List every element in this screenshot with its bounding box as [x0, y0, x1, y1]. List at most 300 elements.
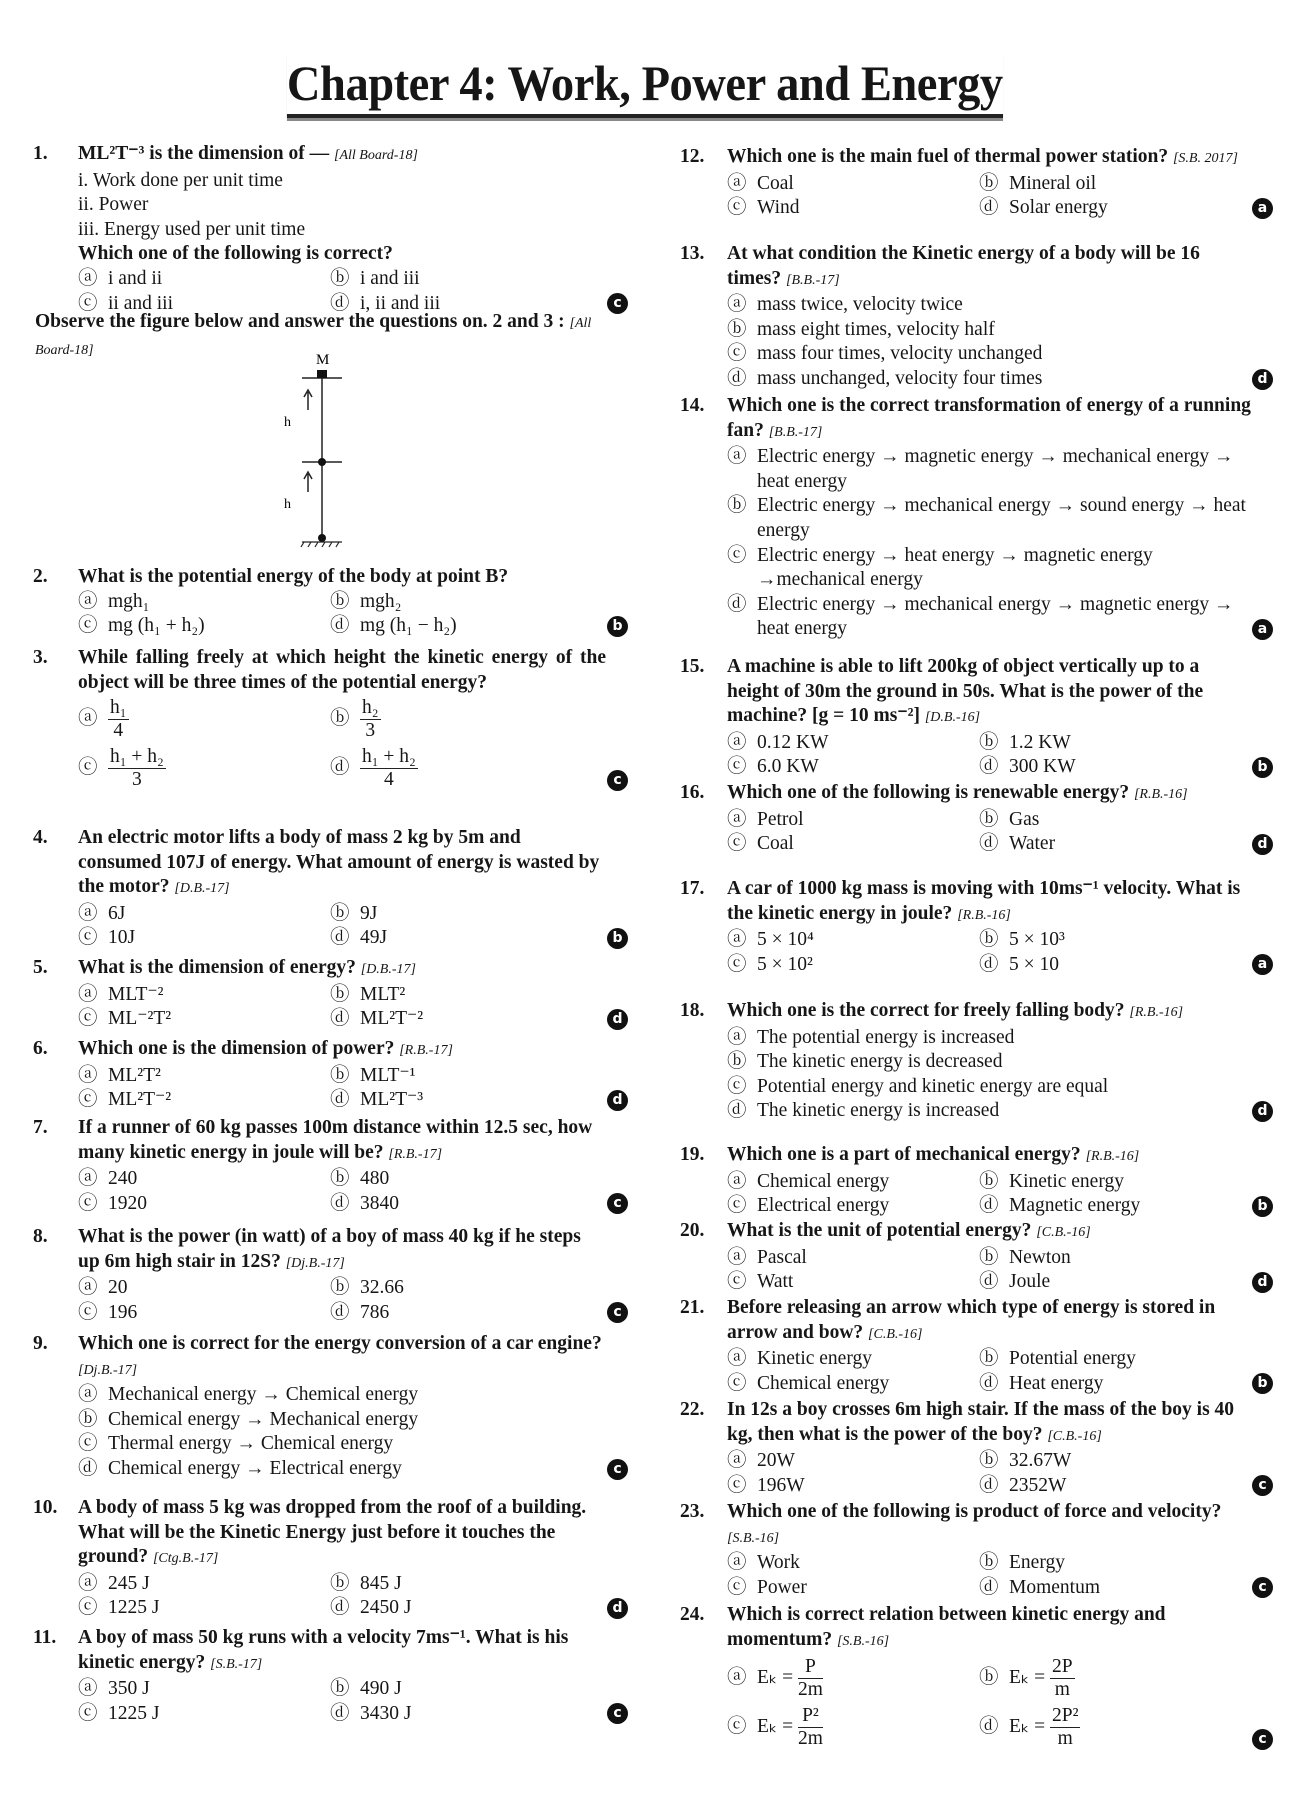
option-letter-icon: ⓒ: [78, 1192, 98, 1214]
question-number: 13.: [680, 243, 705, 264]
answer-badge: c: [1252, 1475, 1273, 1496]
question-number: 3.: [33, 647, 48, 668]
option-text: 240: [108, 1168, 138, 1190]
source-tag: [S.B.-16]: [727, 1530, 780, 1546]
question-number: 20.: [680, 1220, 705, 1241]
option-text: Electrical energy: [757, 1195, 890, 1217]
question-body: [727, 877, 1255, 977]
question-text: [727, 781, 1255, 808]
option-text: Gas: [1009, 808, 1040, 830]
option-b[interactable]: [330, 590, 606, 615]
option-a[interactable]: [727, 928, 979, 953]
option-a[interactable]: [78, 1383, 606, 1408]
answer-badge: a: [1252, 619, 1273, 640]
question-body: [727, 145, 1255, 221]
option-a[interactable]: [78, 590, 330, 615]
option-d[interactable]: [979, 755, 1255, 780]
numerator: P: [798, 1656, 823, 1679]
option-text: MLT²: [360, 983, 406, 1005]
option-letter-icon: ⓓ: [330, 1089, 350, 1111]
option-c[interactable]: [727, 1270, 979, 1295]
question-text: [78, 565, 606, 590]
option-letter-icon: ⓒ: [78, 1089, 98, 1111]
option-b[interactable]: [78, 1408, 606, 1433]
option-b[interactable]: [330, 1167, 606, 1192]
chapter-title: Chapter 4: Work, Power and Energy: [287, 54, 1003, 118]
option-text: 2352W: [1009, 1474, 1067, 1496]
question-text: [727, 999, 1255, 1026]
option-text: mgh₁: [108, 590, 150, 612]
source-tag: [R.B.-16]: [1085, 1149, 1140, 1164]
option-text: i, ii and iii: [360, 292, 441, 314]
source-tag: [S.B.-16]: [836, 1633, 890, 1649]
question-text: [727, 877, 1255, 928]
page-title: [0, 54, 1289, 118]
option-a[interactable]: [727, 293, 1255, 318]
option-letter-icon: ⓓ: [979, 833, 999, 855]
options: [78, 590, 606, 639]
options: [727, 172, 1255, 221]
question-number: 16.: [680, 782, 705, 803]
option-d[interactable]: [330, 744, 606, 793]
question-stem: ML²T⁻³ is the dimension of —: [78, 143, 330, 164]
question-stem: What is the potential energy of the body at point B?: [78, 566, 509, 587]
option-b[interactable]: [727, 494, 1255, 543]
option-text: 10J: [108, 927, 136, 949]
observe-note-text: Observe the figure below and answer the questions on. 2 and 3 :: [35, 311, 565, 332]
option-c[interactable]: [78, 1088, 330, 1113]
option-c[interactable]: [78, 1192, 330, 1217]
option-a[interactable]: [727, 1170, 979, 1195]
question-number: 10.: [33, 1497, 58, 1518]
question-stem: A machine is able to lift 200kg of object vertically up to a height of 30m the ground in 50s. What is the power of the machine? [g = 10 ms⁻²]: [727, 656, 1204, 727]
option-b[interactable]: [979, 928, 1255, 953]
question-prompt: Which one of the following is correct?: [78, 243, 393, 265]
option-c[interactable]: [727, 1576, 979, 1601]
question-number: 4.: [33, 827, 48, 848]
option-d[interactable]: [330, 926, 606, 951]
question-body: [78, 1496, 606, 1621]
option-letter-icon: ⓐ: [727, 731, 747, 753]
option-d[interactable]: [330, 1088, 606, 1113]
question-number: 21.: [680, 1297, 705, 1318]
question-stem: Which one is correct for the energy conversion of a car engine?: [78, 1333, 602, 1354]
option-a[interactable]: [727, 1026, 1255, 1051]
question-body: [78, 646, 606, 793]
option-d[interactable]: [979, 1576, 1255, 1601]
option-b[interactable]: [330, 1276, 606, 1301]
question-stem: A boy of mass 50 kg runs with a velocity 7ms⁻¹. What is his kinetic energy?: [78, 1627, 569, 1673]
option-d[interactable]: [330, 292, 606, 317]
option-text: ML⁻²T²: [108, 1008, 172, 1030]
question-body: [78, 1116, 606, 1216]
option-letter-icon: ⓑ: [330, 1572, 350, 1594]
option-c[interactable]: [78, 1702, 330, 1727]
option-letter-icon: ⓑ: [979, 1246, 999, 1268]
option-letter-icon: ⓐ: [78, 983, 98, 1005]
option-letter-icon: ⓐ: [727, 1026, 747, 1048]
option-letter-icon: ⓒ: [78, 1008, 98, 1030]
option-a[interactable]: [727, 1246, 979, 1271]
option-b[interactable]: [330, 983, 606, 1008]
question-text: [78, 956, 606, 983]
question-body: [727, 1603, 1255, 1752]
option-letter-icon: ⓐ: [727, 1667, 747, 1689]
option-text: 49J: [360, 927, 388, 949]
option-text: 245 J: [108, 1572, 150, 1594]
option-b[interactable]: [979, 1654, 1255, 1703]
option-a[interactable]: [78, 695, 330, 744]
option-b[interactable]: [979, 172, 1255, 197]
answer-badge: d: [607, 1598, 628, 1619]
option-letter-icon: ⓐ: [78, 1572, 98, 1594]
options: [78, 1276, 606, 1325]
question-body: [727, 999, 1255, 1124]
option-text: ML²T²: [108, 1064, 161, 1086]
question-body: [727, 655, 1255, 780]
option-letter-icon: ⓓ: [727, 367, 747, 389]
option-letter-icon: ⓐ: [78, 267, 98, 289]
answer-badge: c: [607, 1302, 628, 1323]
option-text: mass unchanged, velocity four times: [757, 367, 1043, 389]
option-letter-icon: ⓓ: [330, 292, 350, 314]
ground-point: [318, 534, 326, 542]
option-b[interactable]: [330, 695, 606, 744]
option-c[interactable]: [78, 614, 330, 639]
option-c[interactable]: [78, 926, 330, 951]
option-d[interactable]: [330, 1596, 606, 1621]
options: [78, 1383, 606, 1481]
options: [78, 695, 606, 793]
option-a[interactable]: [727, 445, 1255, 494]
question-body: [727, 1219, 1255, 1295]
question-stem: What is the unit of potential energy?: [727, 1220, 1032, 1241]
option-d[interactable]: [78, 1457, 606, 1482]
answer-badge: c: [1252, 1729, 1273, 1750]
option-a[interactable]: [78, 267, 330, 292]
option-text: 3430 J: [360, 1702, 412, 1724]
option-d[interactable]: [727, 593, 1255, 642]
option-letter-icon: ⓑ: [330, 1168, 350, 1190]
option-letter-icon: ⓒ: [727, 953, 747, 975]
option-letter-icon: ⓑ: [979, 172, 999, 194]
option-b[interactable]: [979, 1347, 1255, 1372]
option-b[interactable]: [727, 1050, 1255, 1075]
options: [78, 983, 606, 1032]
option-text: mg (h₁ − h₂): [360, 615, 457, 637]
falling-body-figure: [280, 352, 370, 552]
source-tag: [D.B.-17]: [360, 962, 416, 977]
option-a[interactable]: [78, 1064, 330, 1089]
option-a[interactable]: [727, 808, 979, 833]
answer-badge: c: [1252, 1577, 1273, 1598]
option-c[interactable]: [727, 1474, 979, 1499]
option-d[interactable]: [979, 1270, 1255, 1295]
numerator: h₁: [110, 697, 127, 719]
option-c[interactable]: [78, 292, 330, 317]
option-b[interactable]: [330, 267, 606, 292]
ground-hatch: [301, 542, 342, 547]
option-b[interactable]: [979, 1170, 1255, 1195]
answer-badge: b: [1252, 1196, 1273, 1217]
option-letter-icon: ⓒ: [727, 1474, 747, 1496]
question-number: 15.: [680, 656, 705, 677]
option-b[interactable]: [979, 808, 1255, 833]
option-text: Electric energy → mechanical energy → magnetic energy → heat energy: [757, 593, 1234, 640]
option-c[interactable]: [727, 342, 1255, 367]
option-c[interactable]: [727, 1703, 979, 1752]
answer-badge: c: [607, 1703, 628, 1724]
denominator: 2m: [797, 1679, 823, 1701]
option-d[interactable]: [330, 1007, 606, 1032]
option-b[interactable]: [330, 1572, 606, 1597]
option-letter-icon: ⓐ: [78, 1384, 98, 1406]
question-body: [78, 1225, 606, 1325]
option-b[interactable]: [330, 1677, 606, 1702]
option-c[interactable]: [727, 1075, 1255, 1100]
option-c[interactable]: [727, 832, 979, 857]
option-c[interactable]: [78, 1596, 330, 1621]
options: [727, 928, 1255, 977]
option-letter-icon: ⓐ: [727, 446, 747, 468]
option-c[interactable]: [727, 1372, 979, 1397]
arrow-up-icon: [304, 390, 312, 410]
option-letter-icon: ⓑ: [727, 318, 747, 340]
source-tag: [D.B.-16]: [924, 710, 981, 726]
option-text: 1225 J: [108, 1702, 160, 1724]
question-stem: Which one is the correct for freely falling body?: [727, 1000, 1125, 1021]
option-d[interactable]: [727, 1099, 1255, 1124]
fraction: [108, 746, 166, 791]
answer-badge: d: [607, 1090, 628, 1111]
numerator: h₁ + h₂: [110, 746, 164, 768]
option-d[interactable]: [979, 1474, 1255, 1499]
option-letter-icon: ⓐ: [727, 929, 747, 951]
numerator: 2P²: [1051, 1705, 1079, 1727]
options: [727, 731, 1255, 780]
option-d[interactable]: [979, 1194, 1255, 1219]
option-letter-icon: ⓒ: [727, 756, 747, 778]
option-letter-icon: ⓒ: [78, 1597, 98, 1619]
option-d[interactable]: [979, 1703, 1255, 1752]
option-text: 845 J: [360, 1572, 402, 1594]
options: [727, 1246, 1255, 1295]
question-text: [78, 1626, 606, 1677]
option-d[interactable]: [979, 1372, 1255, 1397]
question-number: 7.: [33, 1117, 48, 1138]
option-c[interactable]: [727, 544, 1255, 593]
question-stem: What is the power (in watt) of a boy of mass 40 kg if he steps up 6m high stair in 12S?: [78, 1226, 581, 1272]
option-d[interactable]: [727, 367, 1255, 392]
question-text: [78, 1037, 606, 1064]
question-text: [78, 1496, 606, 1572]
option-b[interactable]: [979, 1551, 1255, 1576]
option-a[interactable]: [727, 1449, 979, 1474]
option-text: 3840: [360, 1192, 399, 1214]
source-tag: [All Board-18]: [35, 316, 592, 358]
option-letter-icon: ⓓ: [979, 197, 999, 219]
source-tag: [S.B.-17]: [210, 1656, 263, 1672]
option-c[interactable]: [727, 755, 979, 780]
option-a[interactable]: [727, 172, 979, 197]
option-letter-icon: ⓓ: [330, 615, 350, 637]
option-b[interactable]: [727, 318, 1255, 343]
option-text: 196: [108, 1301, 138, 1323]
option-text: Thermal energy → Chemical energy: [108, 1433, 394, 1455]
option-text: Chemical energy → Mechanical energy: [108, 1408, 419, 1430]
option-b[interactable]: [330, 1064, 606, 1089]
source-tag: [D.B.-17]: [174, 881, 230, 897]
option-a[interactable]: [727, 731, 979, 756]
option-text: 5 × 10²: [757, 953, 813, 975]
option-letter-icon: ⓓ: [979, 756, 999, 778]
fraction: [360, 746, 418, 791]
option-letter-icon: ⓐ: [78, 1064, 98, 1086]
option-d[interactable]: [330, 1301, 606, 1326]
answer-badge: d: [1252, 1101, 1273, 1122]
option-text: Electric energy → mechanical energy → sound energy → heat energy: [757, 495, 1246, 541]
options: [727, 1449, 1255, 1498]
option-letter-icon: ⓐ: [78, 902, 98, 924]
option-text: Coal: [757, 833, 794, 855]
option-text: Water: [1009, 833, 1056, 855]
option-b[interactable]: [330, 902, 606, 927]
option-c[interactable]: [727, 1194, 979, 1219]
option-letter-icon: ⓒ: [78, 615, 98, 637]
option-text: Work: [757, 1552, 800, 1574]
question-number: 23.: [680, 1501, 705, 1522]
option-a[interactable]: [78, 1276, 330, 1301]
option-c[interactable]: [727, 196, 979, 221]
question-number: 24.: [680, 1604, 705, 1625]
question-stem: A body of mass 5 kg was dropped from the roof of a building. What will be the Kinetic Energy just before it touches the ground?: [78, 1497, 587, 1568]
option-c[interactable]: [78, 1432, 606, 1457]
option-c[interactable]: [78, 1301, 330, 1326]
option-text: Momentum: [1009, 1576, 1100, 1598]
option-letter-icon: ⓓ: [979, 953, 999, 975]
option-d[interactable]: [979, 832, 1255, 857]
question-text: [78, 1116, 606, 1167]
option-text: 32.67W: [1009, 1450, 1072, 1472]
label-m: M: [316, 352, 330, 368]
option-a[interactable]: [78, 1167, 330, 1192]
option-letter-icon: ⓓ: [979, 1271, 999, 1293]
option-text: Power: [757, 1576, 807, 1598]
numerator: h₂: [362, 697, 379, 719]
answer-badge: d: [1252, 1272, 1273, 1293]
question-text: [78, 1225, 606, 1276]
option-letter-icon: ⓓ: [330, 1702, 350, 1724]
option-letter-icon: ⓑ: [727, 1051, 747, 1073]
option-letter-icon: ⓓ: [330, 927, 350, 949]
option-letter-icon: ⓑ: [330, 590, 350, 612]
denominator: 3: [132, 769, 142, 791]
statement-item: ii. Power: [78, 194, 149, 216]
options: [78, 1167, 606, 1216]
formula-prefix: Eₖ =: [1009, 1716, 1046, 1738]
option-text: Petrol: [757, 808, 804, 830]
option-text: Joule: [1009, 1271, 1051, 1293]
option-letter-icon: ⓓ: [979, 1716, 999, 1738]
question-number: 22.: [680, 1399, 705, 1420]
question-stem: Before releasing an arrow which type of energy is stored in arrow and bow?: [727, 1297, 1216, 1343]
option-letter-icon: ⓐ: [727, 172, 747, 194]
option-b[interactable]: [979, 1246, 1255, 1271]
option-letter-icon: ⓒ: [727, 1372, 747, 1394]
option-a[interactable]: [78, 1572, 330, 1597]
option-text: 1920: [108, 1192, 147, 1214]
question-stem: What is the dimension of energy?: [78, 957, 356, 978]
answer-badge: b: [607, 616, 628, 637]
option-a[interactable]: [727, 1654, 979, 1703]
option-a[interactable]: [727, 1347, 979, 1372]
option-text: 1225 J: [108, 1597, 160, 1619]
option-letter-icon: ⓓ: [979, 1372, 999, 1394]
option-letter-icon: ⓑ: [330, 267, 350, 289]
options: [727, 1026, 1255, 1124]
question-text: [727, 242, 1255, 293]
question-number: 5.: [33, 957, 48, 978]
option-text: 196W: [757, 1474, 805, 1496]
option-d[interactable]: [330, 614, 606, 639]
question-text: [727, 1398, 1255, 1449]
question-number: 19.: [680, 1144, 705, 1165]
option-text: mass four times, velocity unchanged: [757, 343, 1043, 365]
option-text: ML²T⁻³: [360, 1089, 424, 1111]
option-c[interactable]: [78, 1007, 330, 1032]
option-b[interactable]: [979, 1449, 1255, 1474]
option-text: The kinetic energy is increased: [757, 1100, 1000, 1122]
option-letter-icon: ⓑ: [979, 808, 999, 830]
question-number: 9.: [33, 1333, 48, 1354]
formula-prefix: Eₖ =: [1009, 1667, 1046, 1689]
option-text: 350 J: [108, 1678, 150, 1700]
option-letter-icon: ⓑ: [979, 1348, 999, 1370]
option-text: 2450 J: [360, 1597, 412, 1619]
source-tag: [R.B.-17]: [388, 1146, 443, 1162]
option-a[interactable]: [78, 1677, 330, 1702]
option-d[interactable]: [979, 953, 1255, 978]
option-text: 6J: [108, 902, 126, 924]
option-letter-icon: ⓒ: [727, 1075, 747, 1097]
option-d[interactable]: [330, 1702, 606, 1727]
option-a[interactable]: [727, 1551, 979, 1576]
options: [78, 267, 606, 316]
source-tag: [All Board-18]: [334, 148, 418, 163]
answer-badge: a: [1252, 954, 1273, 975]
option-c[interactable]: [78, 744, 330, 793]
formula-prefix: Eₖ =: [757, 1667, 794, 1689]
option-a[interactable]: [78, 902, 330, 927]
option-letter-icon: ⓐ: [727, 1450, 747, 1472]
question-stem: An electric motor lifts a body of mass 2 kg by 5m and consumed 107J of energy. What amount of energy is wasted by the motor?: [78, 827, 600, 898]
options: [727, 1170, 1255, 1219]
option-a[interactable]: [78, 983, 330, 1008]
question-number: 2.: [33, 566, 48, 587]
option-letter-icon: ⓓ: [727, 1100, 747, 1122]
option-letter-icon: ⓒ: [727, 1576, 747, 1598]
option-c[interactable]: [727, 953, 979, 978]
option-b[interactable]: [979, 731, 1255, 756]
option-text: Chemical energy → Electrical energy: [108, 1457, 402, 1479]
fraction: [1050, 1705, 1080, 1750]
option-letter-icon: ⓑ: [330, 1277, 350, 1299]
option-d[interactable]: [330, 1192, 606, 1217]
option-letter-icon: ⓒ: [727, 343, 747, 365]
option-d[interactable]: [979, 196, 1255, 221]
point-b: [318, 458, 326, 466]
option-letter-icon: ⓐ: [727, 1246, 747, 1268]
